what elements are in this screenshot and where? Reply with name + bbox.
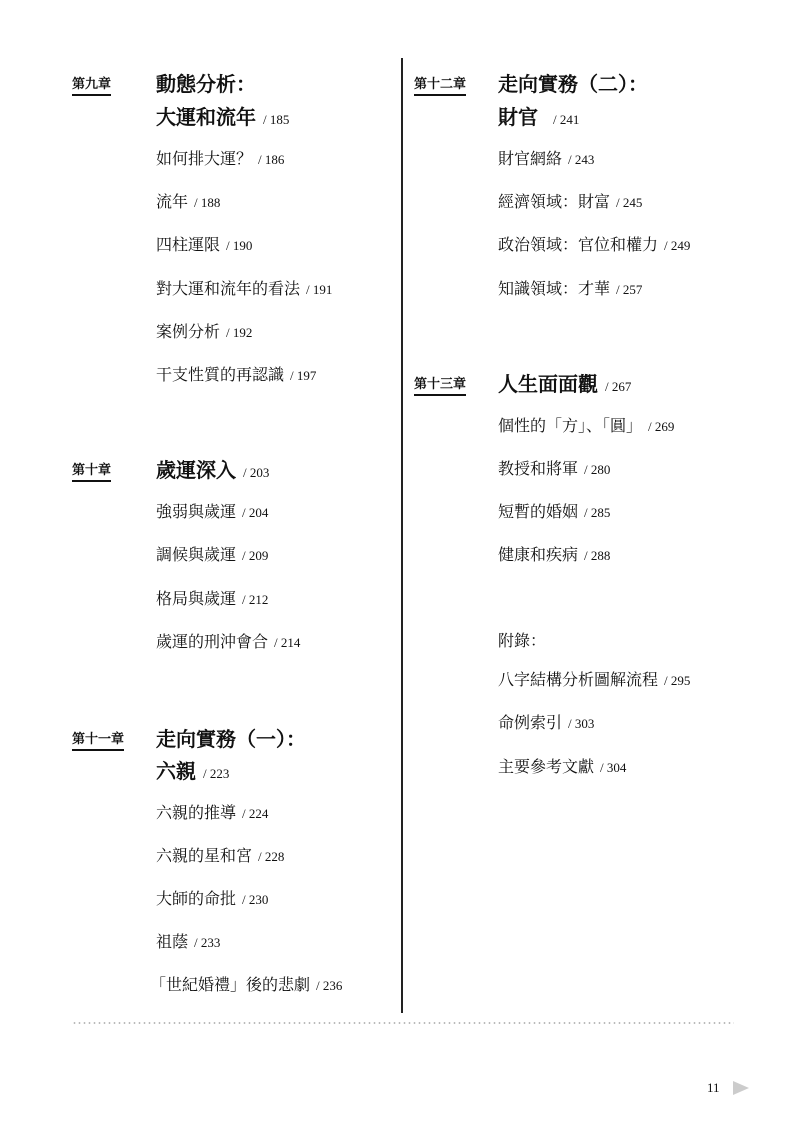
- chapter-title-line2: 六親: [156, 759, 196, 783]
- toc-entry[interactable]: [498, 457, 610, 482]
- page-ref: / 288: [584, 548, 611, 563]
- entry-title: 強弱與歲運: [156, 502, 237, 521]
- entry-title: 八字結構分析圖解流程: [498, 670, 659, 689]
- page-ref: / 257: [616, 282, 643, 297]
- toc-entry[interactable]: [498, 755, 626, 780]
- chapter-title: [156, 725, 306, 753]
- chapter-label: 第十章: [72, 463, 111, 482]
- page-ref: / 191: [306, 282, 333, 297]
- chapter-label: 第十一章: [72, 732, 124, 751]
- page-ref: / 186: [258, 152, 285, 167]
- chapter-title-line1: 動態分析：: [156, 72, 256, 96]
- chapter-label: 第十二章: [414, 77, 466, 96]
- entry-title: 健康和疾病: [498, 545, 579, 564]
- toc-entry[interactable]: [156, 320, 252, 345]
- entry-title: 如何排大運？: [156, 149, 253, 168]
- entry-title: 短暫的婚姻: [498, 502, 579, 521]
- page-ref: / 269: [648, 419, 675, 434]
- entry-title: 主要參考文獻: [498, 757, 595, 776]
- toc-entry[interactable]: [156, 277, 332, 302]
- page-ref: / 303: [568, 716, 595, 731]
- page-ref: / 233: [194, 935, 221, 950]
- entry-title: 教授和將軍: [498, 459, 579, 478]
- toc-entry[interactable]: [156, 801, 268, 826]
- entry-title: 案例分析: [156, 322, 221, 341]
- toc-entry[interactable]: [498, 543, 610, 568]
- page-ref: / 243: [568, 152, 595, 167]
- page-ref: / 304: [600, 760, 627, 775]
- page-ref: / 228: [258, 849, 285, 864]
- page-ref: / 241: [552, 112, 580, 127]
- entry-title: 流年: [156, 192, 189, 211]
- page-ref: / 280: [584, 462, 611, 477]
- page-ref: / 224: [242, 806, 269, 821]
- page-ref: / 197: [290, 368, 317, 383]
- chapter-title: [498, 370, 631, 401]
- chapter-title-line1: 歲運深入: [156, 458, 236, 482]
- chapter-title-line2: 財官: [498, 105, 538, 129]
- entry-title: 祖蔭: [156, 932, 189, 951]
- toc-entry[interactable]: [156, 500, 268, 525]
- entry-title: 「世紀婚禮」後的悲劇: [150, 975, 311, 994]
- page-ref: / 185: [262, 112, 290, 127]
- page-ref: / 190: [226, 238, 253, 253]
- entry-title: 命例索引: [498, 713, 563, 732]
- toc-entry[interactable]: [156, 147, 284, 172]
- toc-entry[interactable]: [498, 233, 690, 258]
- chapter-title: [156, 70, 256, 98]
- chapter-title-line2: 大運和流年: [156, 105, 256, 129]
- toc-entry[interactable]: [156, 190, 220, 215]
- page-ref: / 285: [584, 505, 611, 520]
- toc-entry[interactable]: [156, 887, 268, 912]
- entry-title: 對大運和流年的看法: [156, 279, 301, 298]
- entry-title: 格局與歲運: [156, 589, 237, 608]
- page-ref: / 223: [202, 766, 230, 781]
- chapter-title-line1: 走向實務（二）：: [498, 72, 648, 96]
- page-ref: / 249: [664, 238, 691, 253]
- page-ref: / 192: [226, 325, 253, 340]
- page-number: 11: [707, 1080, 720, 1095]
- toc-entry[interactable]: [498, 147, 594, 172]
- chapter-title: [156, 757, 229, 788]
- page-ref: / 230: [242, 892, 269, 907]
- page-ref: / 295: [664, 673, 691, 688]
- page-ref: / 204: [242, 505, 269, 520]
- chapter-title: [156, 103, 289, 134]
- chapter-title-line1: 人生面面觀: [498, 372, 598, 396]
- toc-entry[interactable]: [498, 190, 642, 215]
- entry-title: 經濟領域：財富: [498, 192, 611, 211]
- toc-entry[interactable]: [156, 630, 300, 655]
- page-ref: / 267: [604, 379, 632, 394]
- toc-entry[interactable]: [150, 973, 342, 998]
- chapter-label: 第十三章: [414, 377, 466, 396]
- toc-entry[interactable]: [498, 500, 610, 525]
- appendix-label: 附錄：: [498, 631, 547, 650]
- toc-entry[interactable]: [156, 587, 268, 612]
- page-ref: / 236: [316, 978, 343, 993]
- page-ref: / 188: [194, 195, 221, 210]
- toc-entry[interactable]: [156, 543, 268, 568]
- toc-entry[interactable]: [156, 233, 252, 258]
- toc-entry[interactable]: [156, 930, 220, 955]
- toc-entry[interactable]: [156, 844, 284, 869]
- page-ref: / 212: [242, 592, 269, 607]
- page-ref: / 209: [242, 548, 269, 563]
- toc-entry[interactable]: [498, 277, 642, 302]
- entry-title: 干支性質的再認識: [156, 365, 285, 384]
- toc-entry[interactable]: [498, 668, 690, 693]
- toc-entry[interactable]: [498, 414, 674, 439]
- chapter-title-line1: 走向實務（一）：: [156, 727, 306, 751]
- toc-entry[interactable]: [498, 711, 594, 736]
- entry-title: 個性的「方」、「圓」: [498, 416, 643, 435]
- chapter-title: [498, 103, 579, 134]
- toc-entry[interactable]: [156, 363, 316, 388]
- page-ref: / 203: [242, 465, 270, 480]
- entry-title: 大師的命批: [156, 889, 237, 908]
- entry-title: 財官網絡: [498, 149, 563, 168]
- entry-title: 歲運的刑沖會合: [156, 632, 269, 651]
- entry-title: 調候與歲運: [156, 545, 237, 564]
- page-arrow-icon: [733, 1081, 749, 1095]
- page-ref: / 245: [616, 195, 643, 210]
- page-ref: / 214: [274, 635, 301, 650]
- column-divider: [401, 58, 403, 1013]
- entry-title: 政治領域：官位和權力: [498, 235, 659, 254]
- dotted-rule: [72, 1022, 734, 1024]
- entry-title: 四柱運限: [156, 235, 221, 254]
- chapter-title: [498, 70, 648, 98]
- chapter-label: 第九章: [72, 77, 111, 96]
- entry-title: 六親的推導: [156, 803, 237, 822]
- entry-title: 六親的星和宮: [156, 846, 253, 865]
- chapter-title: [156, 456, 269, 487]
- entry-title: 知識領域：才華: [498, 279, 611, 298]
